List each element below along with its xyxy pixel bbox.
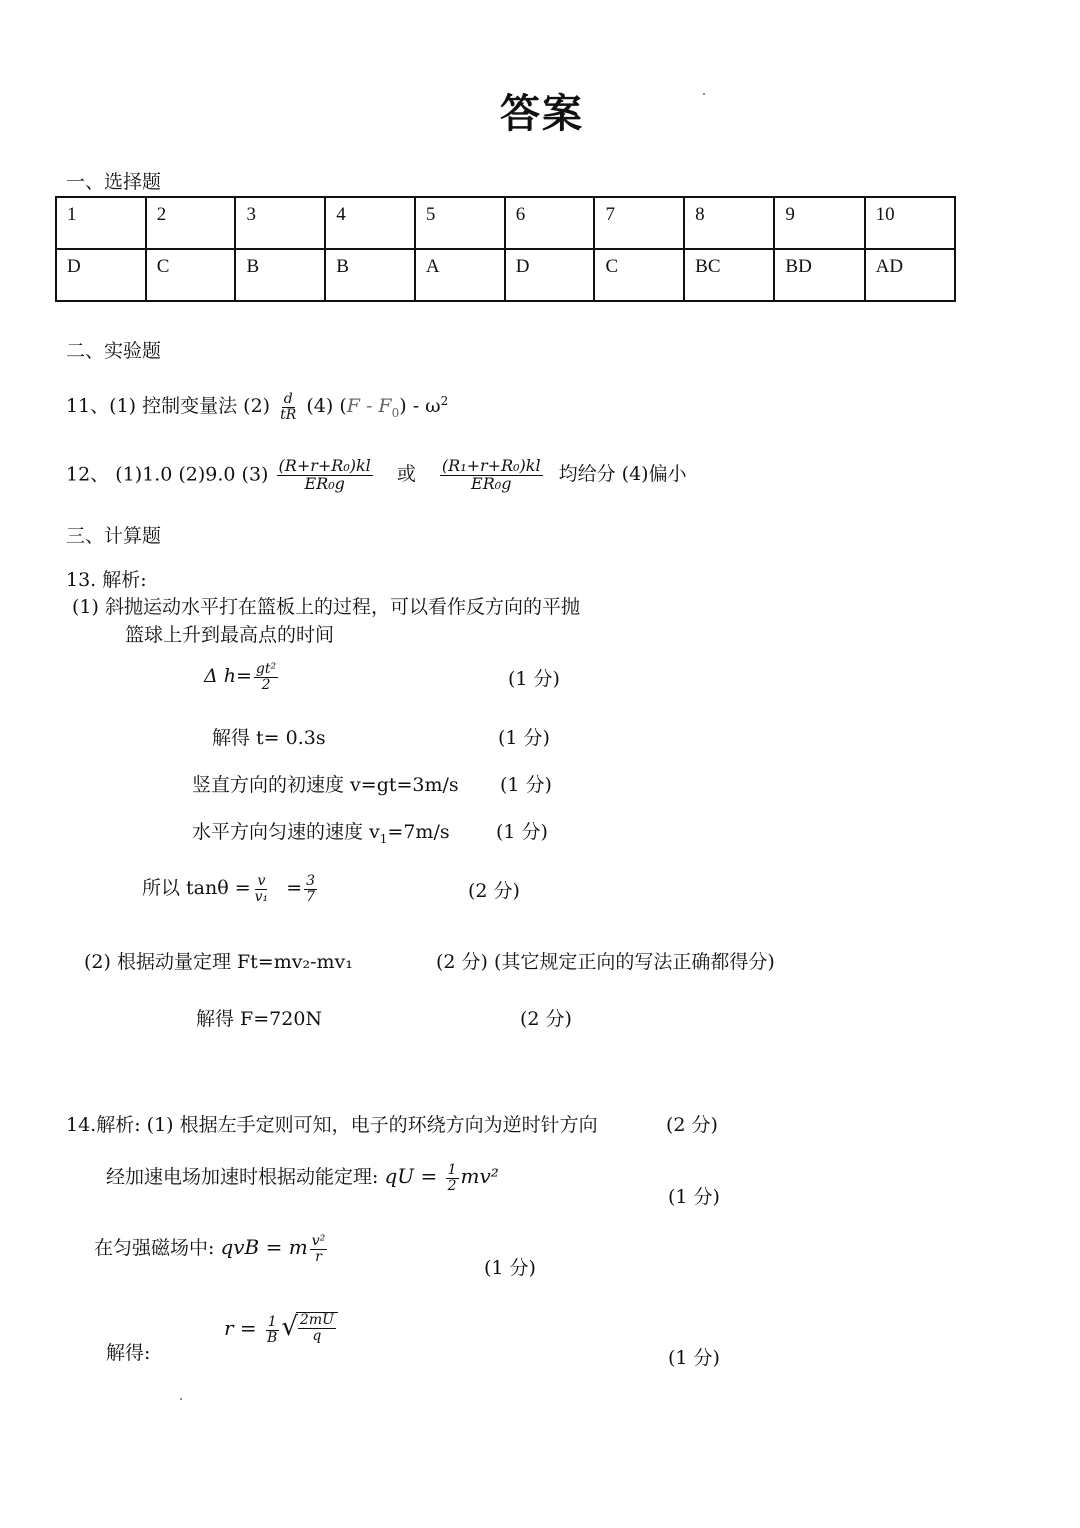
question-number: 2 xyxy=(146,197,236,249)
answer-cell: BD xyxy=(774,249,864,301)
q12-frac2-num: (R₁+r+R₀)kl xyxy=(441,456,541,475)
q13-eq2: 解得 t= 0.3s xyxy=(212,727,326,749)
answer-cell: D xyxy=(56,249,146,301)
q11-frac-den: tR xyxy=(280,406,297,423)
stray-dot xyxy=(703,93,705,95)
q13-eq5 xyxy=(142,874,319,904)
q11-sup: 2 xyxy=(440,393,449,408)
q14-line2-text: 经加速电场加速时根据动能定理: xyxy=(106,1166,379,1189)
q13-eq3: 竖直方向的初速度 v=gt=3m/s xyxy=(192,774,459,796)
q12-frac1-num: (R+r+R₀)kl xyxy=(278,456,371,475)
q12-answer xyxy=(66,458,687,493)
section-choice-heading: 一、选择题 xyxy=(66,171,162,193)
q14-line3-eq-a: qvB = m xyxy=(220,1235,308,1260)
q13-eq1-num: gt² xyxy=(255,661,277,677)
q13-eq1-frac xyxy=(254,662,278,692)
table-row xyxy=(56,197,955,249)
q13-part2-result-score: (2 分) xyxy=(520,1008,572,1030)
table-row xyxy=(56,249,955,301)
q13-eq4 xyxy=(192,821,450,846)
answer-cell: C xyxy=(146,249,236,301)
answer-cell: D xyxy=(505,249,595,301)
question-number: 7 xyxy=(594,197,684,249)
answer-cell: BC xyxy=(684,249,774,301)
q13-eq5-den2: 7 xyxy=(306,888,316,905)
q12-fraction-1 xyxy=(277,458,373,493)
q14-line4-sqrt xyxy=(281,1312,338,1343)
q11-fraction xyxy=(278,392,298,422)
q13-eq5-eq: = xyxy=(286,877,303,900)
q14-line4-frac xyxy=(265,1315,279,1345)
q13-eq4-b: =7m/s xyxy=(387,821,450,843)
q12-prefix: 12、 (1)1.0 (2)9.0 (3) xyxy=(66,463,269,486)
q14-line4-sqrt-frac xyxy=(298,1313,336,1343)
q12-or: 或 xyxy=(396,463,416,486)
q13-eq5-frac1 xyxy=(253,874,271,904)
q14-line3-frac xyxy=(310,1234,328,1264)
q13-eq4-a: 水平方向匀速的速度 v xyxy=(192,821,380,843)
answer-cell: A xyxy=(415,249,505,301)
page-title: 答案 xyxy=(500,91,584,137)
question-number: 5 xyxy=(415,197,505,249)
q13-eq5-score: (2 分) xyxy=(468,880,520,902)
q12-suffix: 均给分 (4)偏小 xyxy=(558,463,687,486)
q13-eq4-sub: 1 xyxy=(379,831,388,846)
q14-line4-frac-num: 1 xyxy=(267,1313,277,1330)
q13-eq5-a: 所以 tanθ = xyxy=(142,877,251,900)
section-experiment-heading: 二、实验题 xyxy=(66,340,162,362)
q14-line3-score: (1 分) xyxy=(484,1257,536,1279)
question-number: 10 xyxy=(865,197,955,249)
q14-line2-eq-b: mv² xyxy=(460,1164,499,1189)
q14-line3 xyxy=(94,1234,329,1264)
q14-line1: 14.解析: (1) 根据左手定则可知，电子的环绕方向为逆时针方向 xyxy=(66,1114,598,1136)
q14-line4-eq xyxy=(224,1312,338,1345)
question-number: 3 xyxy=(235,197,325,249)
sqrt-icon: √ xyxy=(281,1312,298,1343)
q13-eq1-den: 2 xyxy=(261,676,271,693)
q13-line1: (1) 斜抛运动水平打在篮板上的过程，可以看作反方向的平抛 xyxy=(72,596,580,618)
q14-line3-frac-den: r xyxy=(315,1248,322,1265)
q14-line4-label: 解得: xyxy=(106,1342,151,1364)
q11-part4: (4) ( xyxy=(306,395,347,418)
answer-table xyxy=(55,196,956,302)
q14-line4-sqrt-den: q xyxy=(312,1327,322,1344)
q14-line4-score: (1 分) xyxy=(668,1347,720,1369)
q14-line2-eq-a: qU = xyxy=(384,1164,444,1189)
q14-line3-text: 在匀强磁场中: xyxy=(94,1237,215,1260)
q11-answer xyxy=(66,392,448,422)
question-number: 1 xyxy=(56,197,146,249)
q13-part2-result: 解得 F=720N xyxy=(196,1008,323,1030)
question-number: 9 xyxy=(774,197,864,249)
q12-frac2-den: ER₀g xyxy=(471,473,512,493)
q11-sub: 0 xyxy=(391,405,400,420)
answer-cell: C xyxy=(594,249,684,301)
q13-part2-score: (2 分) (其它规定正向的写法正确都得分) xyxy=(436,951,775,973)
q11-expr: F - F xyxy=(346,395,392,418)
q13-eq2-score: (1 分) xyxy=(498,727,550,749)
q13-eq3-score: (1 分) xyxy=(500,774,552,796)
question-number: 8 xyxy=(684,197,774,249)
q13-eq4-score: (1 分) xyxy=(496,821,548,843)
q11-tail: ) - ω xyxy=(399,395,441,418)
q13-eq1 xyxy=(204,662,280,692)
question-number: 6 xyxy=(505,197,595,249)
q14-line2 xyxy=(106,1163,499,1193)
answer-cell: B xyxy=(235,249,325,301)
q13-part2: (2) 根据动量定理 Ft=mv₂-mv₁ xyxy=(84,951,353,973)
q14-line2-score: (1 分) xyxy=(668,1186,720,1208)
q14-line4-sqrt-num: 2mU xyxy=(299,1312,334,1328)
q13-eq5-num1: v xyxy=(257,873,266,889)
q13-eq5-num2: 3 xyxy=(306,873,316,889)
q13-eq1-score: (1 分) xyxy=(508,668,560,690)
q13-eq5-frac2 xyxy=(304,874,317,904)
question-number: 4 xyxy=(325,197,415,249)
answer-cell: AD xyxy=(865,249,955,301)
answer-cell: B xyxy=(325,249,415,301)
q12-frac1-den: ER₀g xyxy=(304,473,345,493)
q13-line2: 篮球上升到最高点的时间 xyxy=(125,624,335,646)
stray-dot xyxy=(180,1398,182,1400)
q14-line4-eq-a: r = xyxy=(224,1316,264,1341)
q13-eq5-den1: v₁ xyxy=(254,888,269,905)
q14-line3-frac-num: v² xyxy=(311,1233,326,1249)
q13-header: 13. 解析: xyxy=(66,569,147,591)
q11-prefix: 11、(1) 控制变量法 (2) xyxy=(66,395,271,418)
q14-line2-frac-num: 1 xyxy=(447,1162,457,1178)
q14-line4-frac-den: B xyxy=(267,1329,278,1346)
q14-line2-frac xyxy=(446,1163,459,1193)
q11-frac-num: d xyxy=(283,391,293,407)
q14-line2-frac-den: 2 xyxy=(447,1177,457,1194)
section-calc-heading: 三、计算题 xyxy=(66,525,162,547)
q13-eq1-lhs: Δ h= xyxy=(204,665,252,688)
q14-line1-score: (2 分) xyxy=(666,1114,718,1136)
q12-fraction-2 xyxy=(440,458,543,493)
